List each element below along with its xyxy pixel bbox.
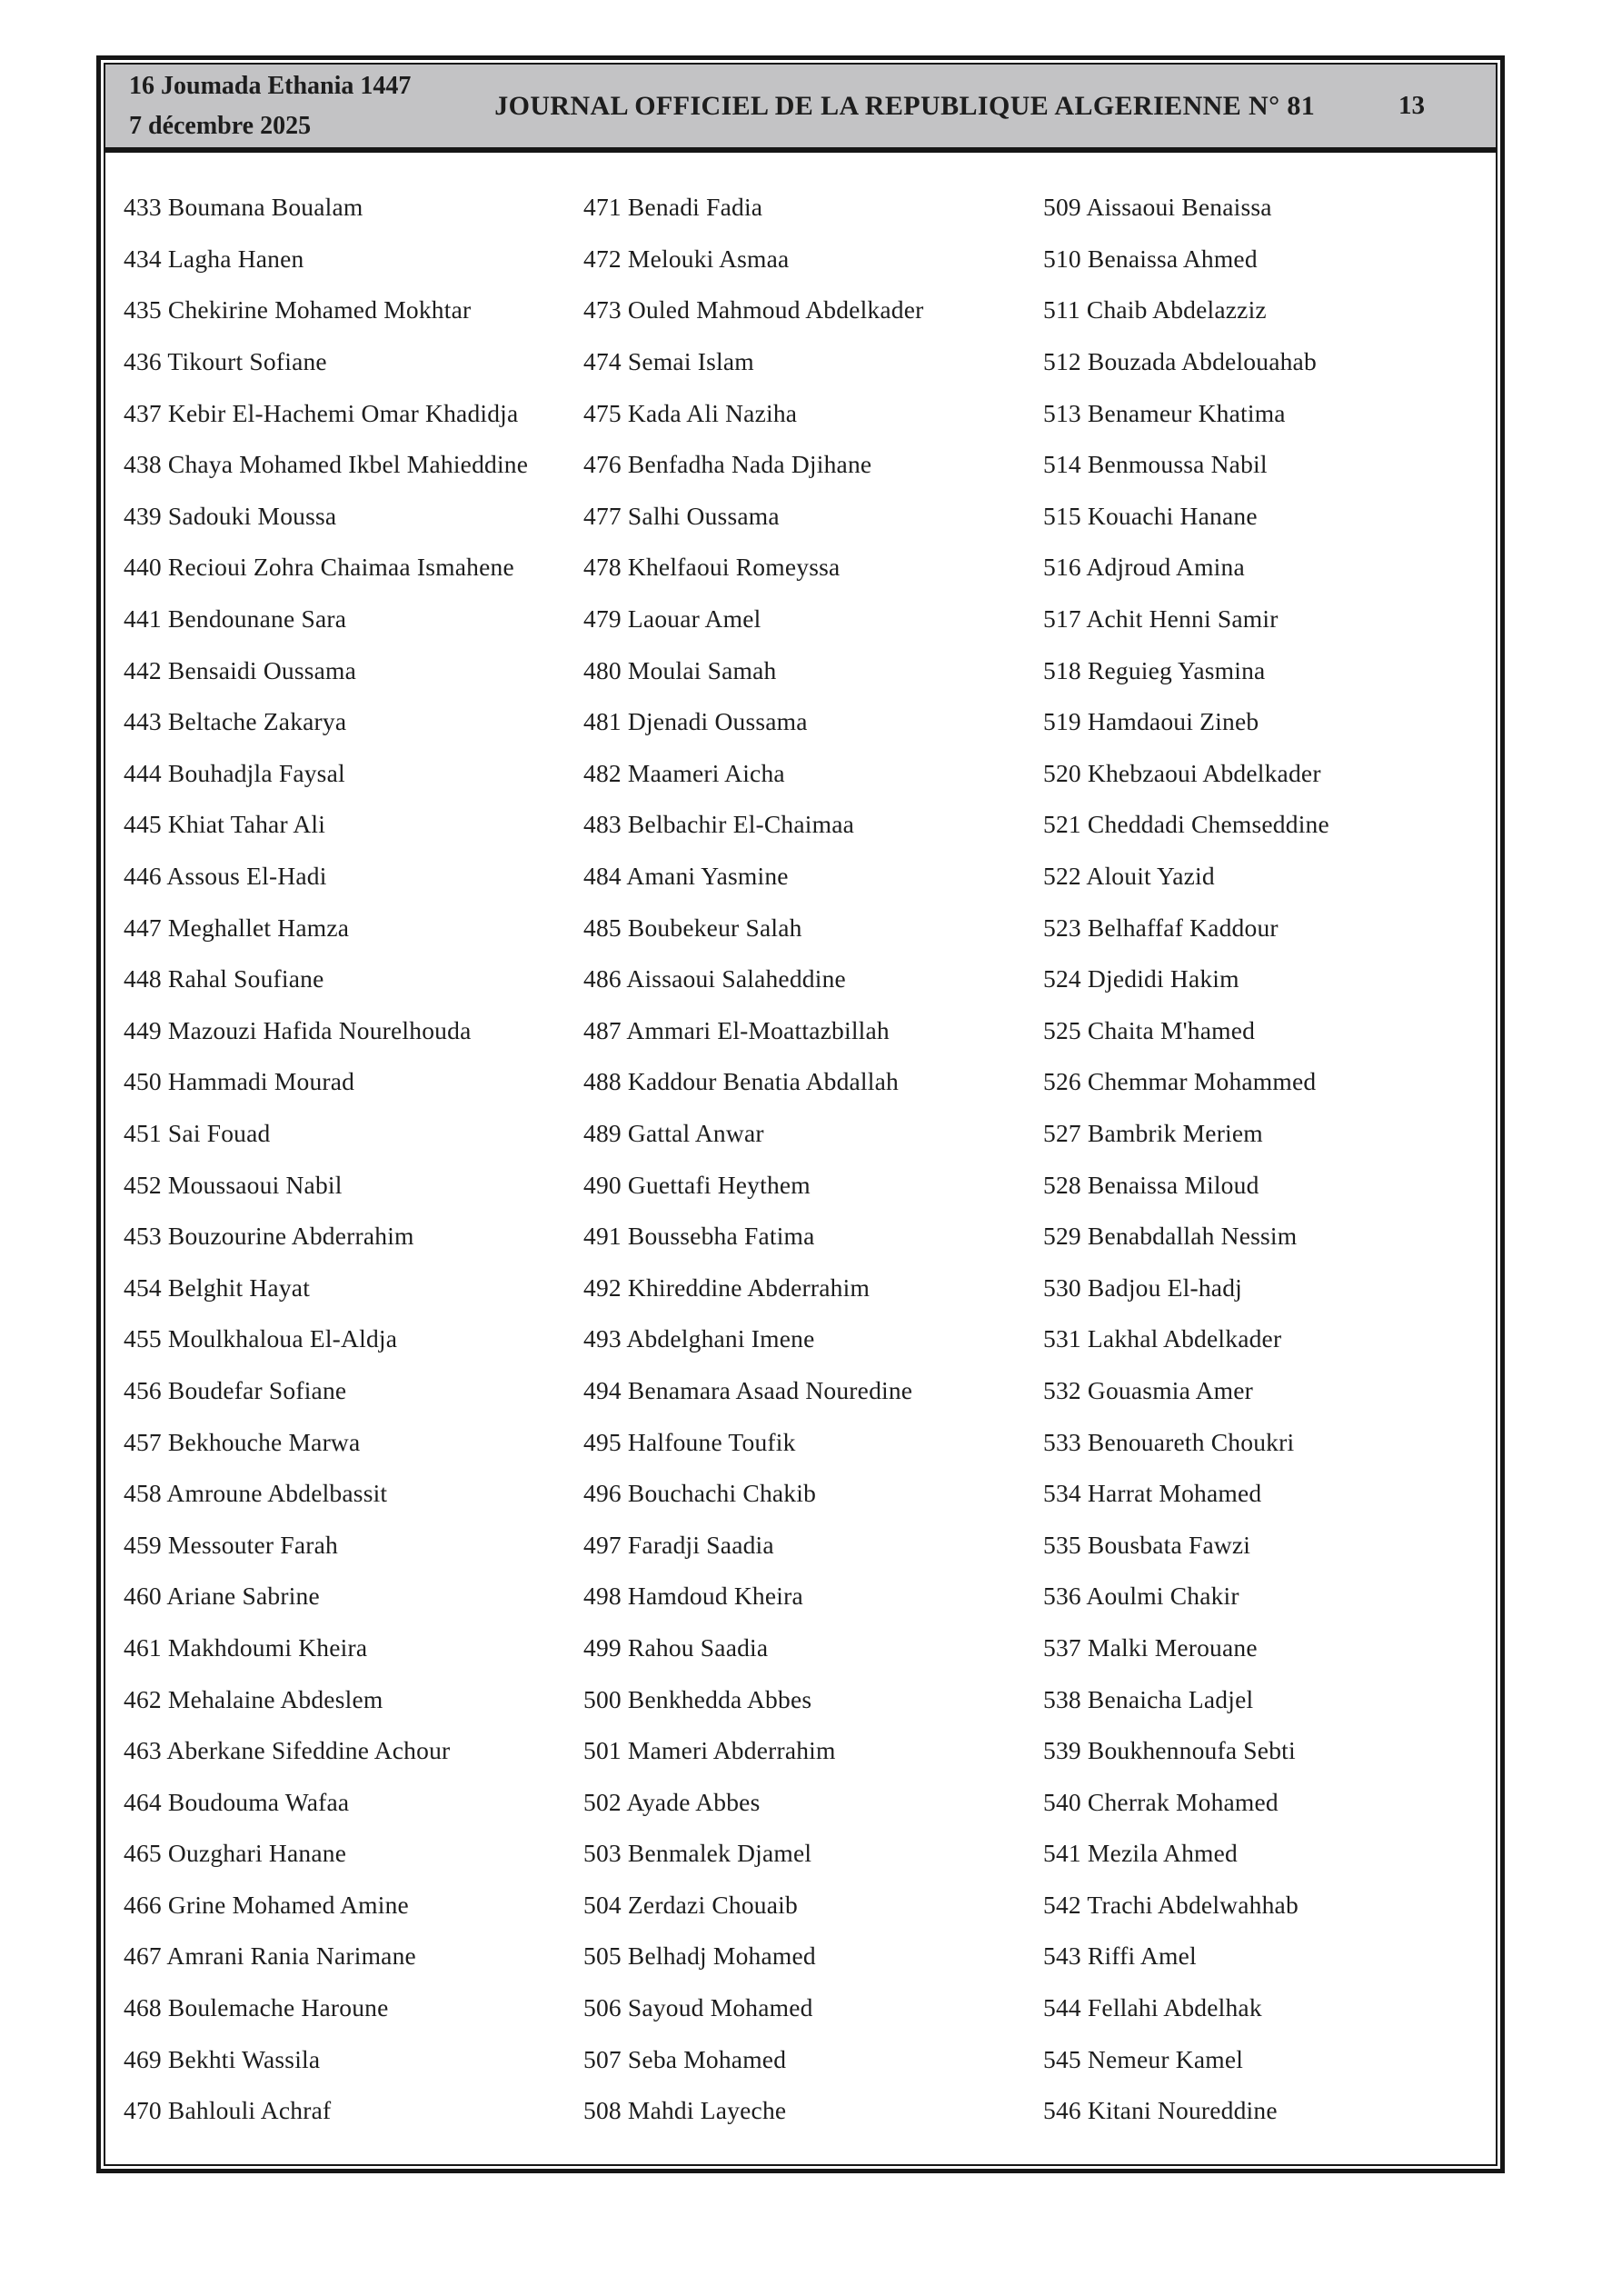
masthead xyxy=(105,65,1496,153)
masthead-dates xyxy=(105,66,411,146)
page-frame-inner xyxy=(104,63,1498,2166)
list-item: 467 Amrani Rania Narimane xyxy=(124,1942,416,1971)
list-item: 466 Grine Mohamed Amine xyxy=(124,1890,409,1919)
list-item: 523 Belhaffaf Kaddour xyxy=(1043,913,1279,942)
list-item: 445 Khiat Tahar Ali xyxy=(124,810,326,839)
list-item: 510 Benaissa Ahmed xyxy=(1043,244,1258,273)
list-item: 482 Maameri Aicha xyxy=(583,758,785,787)
list-item: 516 Adjroud Amina xyxy=(1043,553,1245,582)
list-item: 526 Chemmar Mohammed xyxy=(1043,1067,1317,1096)
list-item: 450 Hammadi Mourad xyxy=(124,1067,355,1096)
list-item: 512 Bouzada Abdelouahab xyxy=(1043,347,1317,376)
list-item: 495 Halfoune Toufik xyxy=(583,1427,796,1456)
list-item: 434 Lagha Hanen xyxy=(124,244,304,273)
list-item: 485 Boubekeur Salah xyxy=(583,913,802,942)
list-item: 441 Bendounane Sara xyxy=(124,604,347,634)
list-item: 545 Nemeur Kamel xyxy=(1043,2044,1244,2073)
list-item: 442 Bensaidi Oussama xyxy=(124,655,357,684)
list-item: 462 Mehalaine Abdeslem xyxy=(124,1684,383,1713)
list-item: 488 Kaddour Benatia Abdallah xyxy=(583,1067,899,1096)
list-item: 475 Kada Ali Naziha xyxy=(583,398,798,427)
list-item: 456 Boudefar Sofiane xyxy=(124,1375,347,1404)
list-item: 454 Belghit Hayat xyxy=(124,1273,311,1302)
date-hijri: 16 Joumada Ethania 1447 xyxy=(129,71,412,100)
list-item: 508 Mahdi Layeche xyxy=(583,2096,787,2125)
list-item: 507 Seba Mohamed xyxy=(583,2044,787,2073)
list-item: 509 Aissaoui Benaissa xyxy=(1043,193,1272,222)
list-item: 452 Moussaoui Nabil xyxy=(124,1170,343,1199)
list-item: 522 Alouit Yazid xyxy=(1043,862,1215,891)
list-item: 487 Ammari El-Moattazbillah xyxy=(583,1015,890,1044)
list-item: 531 Lakhal Abdelkader xyxy=(1043,1324,1282,1353)
list-item: 494 Benamara Asaad Nouredine xyxy=(583,1375,913,1404)
list-item: 435 Chekirine Mohamed Mokhtar xyxy=(124,295,472,324)
list-item: 541 Mezila Ahmed xyxy=(1043,1839,1238,1868)
list-item: 469 Bekhti Wassila xyxy=(124,2044,321,2073)
list-item: 458 Amroune Abdelbassit xyxy=(124,1479,388,1508)
list-item: 481 Djenadi Oussama xyxy=(583,707,808,736)
list-item: 537 Malki Merouane xyxy=(1043,1632,1258,1662)
list-item: 459 Messouter Farah xyxy=(124,1530,338,1559)
list-item: 517 Achit Henni Samir xyxy=(1043,604,1279,634)
list-item: 534 Harrat Mohamed xyxy=(1043,1479,1262,1508)
list-item: 520 Khebzaoui Abdelkader xyxy=(1043,758,1321,787)
list-item: 465 Ouzghari Hanane xyxy=(124,1839,347,1868)
list-item: 480 Moulai Samah xyxy=(583,655,777,684)
list-item: 443 Beltache Zakarya xyxy=(124,707,347,736)
name-column xyxy=(583,182,1043,2137)
list-item: 451 Sai Fouad xyxy=(124,1118,271,1147)
list-item: 533 Benouareth Choukri xyxy=(1043,1427,1295,1456)
list-item: 433 Boumana Boualam xyxy=(124,193,363,222)
list-item: 505 Belhadj Mohamed xyxy=(583,1942,816,1971)
name-column xyxy=(1043,182,1496,2137)
list-item: 535 Bousbata Fawzi xyxy=(1043,1530,1251,1559)
list-item: 464 Boudouma Wafaa xyxy=(124,1787,350,1816)
list-item: 514 Benmoussa Nabil xyxy=(1043,450,1268,479)
list-item: 463 Aberkane Sifeddine Achour xyxy=(124,1736,451,1765)
name-column xyxy=(124,182,583,2137)
list-item: 437 Kebir El-Hachemi Omar Khadidja xyxy=(124,398,519,427)
page-frame xyxy=(96,55,1505,2173)
list-item: 500 Benkhedda Abbes xyxy=(583,1684,812,1713)
page-number: 13 xyxy=(1398,91,1425,120)
list-item: 506 Sayoud Mohamed xyxy=(583,1993,813,2022)
list-item: 460 Ariane Sabrine xyxy=(124,1582,320,1611)
list-item: 511 Chaib Abdelazziz xyxy=(1043,295,1267,324)
list-item: 496 Bouchachi Chakib xyxy=(583,1479,817,1508)
list-item: 536 Aoulmi Chakir xyxy=(1043,1582,1239,1611)
list-item: 483 Belbachir El-Chaimaa xyxy=(583,810,855,839)
list-item: 446 Assous El-Hadi xyxy=(124,862,327,891)
list-item: 477 Salhi Oussama xyxy=(583,501,780,530)
list-item: 492 Khireddine Abderrahim xyxy=(583,1273,871,1302)
list-item: 478 Khelfaoui Romeyssa xyxy=(583,553,841,582)
journal-title: JOURNAL OFFICIEL DE LA REPUBLIQUE ALGERIENNE N° 81 xyxy=(494,90,1316,121)
list-item: 542 Trachi Abdelwahhab xyxy=(1043,1890,1299,1919)
date-gregorian: 7 décembre 2025 xyxy=(129,111,312,140)
list-item: 461 Makhdoumi Kheira xyxy=(124,1632,368,1662)
list-item: 455 Moulkhaloua El-Aldja xyxy=(124,1324,398,1353)
list-item: 440 Recioui Zohra Chaimaa Ismahene xyxy=(124,553,514,582)
list-item: 474 Semai Islam xyxy=(583,347,754,376)
list-item: 457 Bekhouche Marwa xyxy=(124,1427,361,1456)
list-item: 521 Cheddadi Chemseddine xyxy=(1043,810,1329,839)
list-item: 472 Melouki Asmaa xyxy=(583,244,790,273)
list-item: 448 Rahal Soufiane xyxy=(124,964,324,993)
list-item: 449 Mazouzi Hafida Nourelhouda xyxy=(124,1015,472,1044)
list-item: 519 Hamdaoui Zineb xyxy=(1043,707,1259,736)
list-item: 499 Rahou Saadia xyxy=(583,1632,769,1662)
list-item: 484 Amani Yasmine xyxy=(583,862,789,891)
list-item: 513 Benameur Khatima xyxy=(1043,398,1286,427)
list-item: 518 Reguieg Yasmina xyxy=(1043,655,1266,684)
list-item: 473 Ouled Mahmoud Abdelkader xyxy=(583,295,924,324)
list-item: 447 Meghallet Hamza xyxy=(124,913,350,942)
list-item: 439 Sadouki Moussa xyxy=(124,501,337,530)
list-item: 530 Badjou El-hadj xyxy=(1043,1273,1242,1302)
list-item: 515 Kouachi Hanane xyxy=(1043,501,1258,530)
name-list xyxy=(105,153,1496,2137)
list-item: 444 Bouhadjla Faysal xyxy=(124,758,345,787)
list-item: 503 Benmalek Djamel xyxy=(583,1839,812,1868)
list-item: 479 Laouar Amel xyxy=(583,604,761,634)
list-item: 544 Fellahi Abdelhak xyxy=(1043,1993,1262,2022)
list-item: 501 Mameri Abderrahim xyxy=(583,1736,836,1765)
list-item: 540 Cherrak Mohamed xyxy=(1043,1787,1279,1816)
list-item: 493 Abdelghani Imene xyxy=(583,1324,815,1353)
list-item: 528 Benaissa Miloud xyxy=(1043,1170,1259,1199)
list-item: 498 Hamdoud Kheira xyxy=(583,1582,803,1611)
list-item: 436 Tikourt Sofiane xyxy=(124,347,327,376)
list-item: 524 Djedidi Hakim xyxy=(1043,964,1239,993)
list-item: 527 Bambrik Meriem xyxy=(1043,1118,1263,1147)
list-item: 497 Faradji Saadia xyxy=(583,1530,774,1559)
list-item: 453 Bouzourine Abderrahim xyxy=(124,1222,414,1251)
list-item: 476 Benfadha Nada Djihane xyxy=(583,450,872,479)
list-item: 468 Boulemache Haroune xyxy=(124,1993,389,2022)
list-item: 543 Riffi Amel xyxy=(1043,1942,1197,1971)
list-item: 502 Ayade Abbes xyxy=(583,1787,761,1816)
list-item: 490 Guettafi Heythem xyxy=(583,1170,811,1199)
list-item: 532 Gouasmia Amer xyxy=(1043,1375,1254,1404)
list-item: 539 Boukhennoufa Sebti xyxy=(1043,1736,1296,1765)
list-item: 438 Chaya Mohamed Ikbel Mahieddine xyxy=(124,450,529,479)
list-item: 489 Gattal Anwar xyxy=(583,1118,764,1147)
list-item: 546 Kitani Noureddine xyxy=(1043,2096,1278,2125)
list-item: 504 Zerdazi Chouaib xyxy=(583,1890,798,1919)
list-item: 470 Bahlouli Achraf xyxy=(124,2096,332,2125)
list-item: 471 Benadi Fadia xyxy=(583,193,763,222)
list-item: 538 Benaicha Ladjel xyxy=(1043,1684,1254,1713)
list-item: 525 Chaita M'hamed xyxy=(1043,1015,1256,1044)
list-item: 486 Aissaoui Salaheddine xyxy=(583,964,846,993)
list-item: 491 Boussebha Fatima xyxy=(583,1222,815,1251)
list-item: 529 Benabdallah Nessim xyxy=(1043,1222,1298,1251)
